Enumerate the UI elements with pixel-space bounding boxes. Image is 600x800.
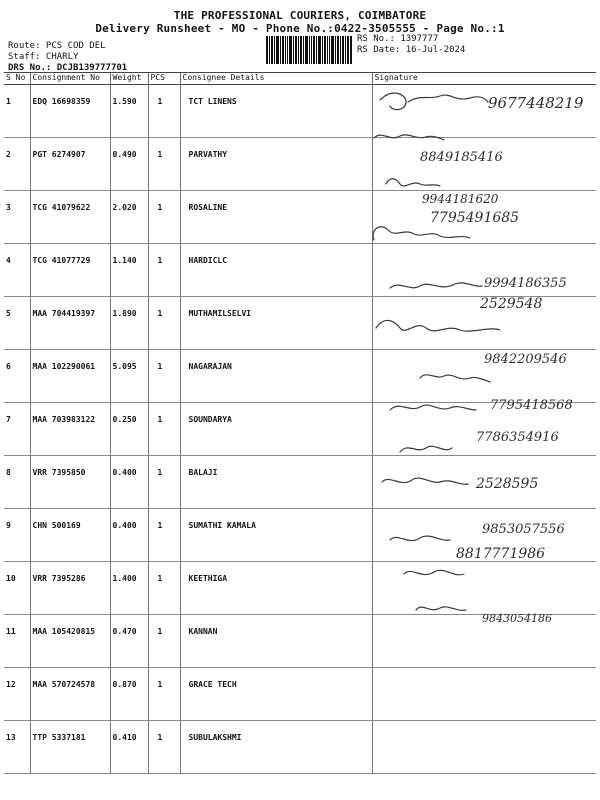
consignment-cell: MAA 105420815: [30, 615, 110, 668]
sno-cell: 13: [4, 721, 30, 774]
pcs-cell: 1: [148, 138, 180, 191]
signature-phone-3: 9944181620: [422, 192, 499, 206]
consignee-cell: ROSALINE: [180, 191, 372, 244]
weight-cell: 0.870: [110, 668, 148, 721]
consignment-cell: VRR 7395286: [30, 562, 110, 615]
consignment-cell: MAA 703983122: [30, 403, 110, 456]
sno-cell: 5: [4, 297, 30, 350]
sno-cell: 10: [4, 562, 30, 615]
weight-cell: 0.400: [110, 456, 148, 509]
weight-cell: 5.095: [110, 350, 148, 403]
signature-phone-1: 9677448219: [488, 94, 584, 112]
col-header-consignee: Consignee Details: [180, 73, 372, 85]
sno-cell: 8: [4, 456, 30, 509]
consignment-cell: PGT 6274907: [30, 138, 110, 191]
staff-label: Staff: CHARLY: [8, 52, 79, 62]
sno-cell: 4: [4, 244, 30, 297]
pcs-cell: 1: [148, 85, 180, 138]
rs-date: RS Date: 16-Jul-2024: [357, 45, 466, 55]
signature-phone-13: 9843054186: [482, 612, 552, 625]
rs-number: RS No.: 1397777: [357, 34, 439, 44]
pcs-cell: 1: [148, 615, 180, 668]
col-header-sno: S No: [4, 73, 30, 85]
consignment-cell: EDQ 16698359: [30, 85, 110, 138]
table-row: [4, 721, 596, 774]
consignee-cell: BALAJI: [180, 456, 372, 509]
table-row: [4, 668, 596, 721]
consignee-cell: TCT LINENS: [180, 85, 372, 138]
weight-cell: 1.890: [110, 297, 148, 350]
weight-cell: 1.400: [110, 562, 148, 615]
pcs-cell: 1: [148, 456, 180, 509]
weight-cell: 0.250: [110, 403, 148, 456]
consignment-cell: TCG 41077729: [30, 244, 110, 297]
signature-phone-4: 7795491685: [430, 210, 520, 226]
signature-phone-9: 7786354916: [476, 430, 559, 445]
consignee-cell: SUBULAKSHMI: [180, 721, 372, 774]
weight-cell: 1.590: [110, 85, 148, 138]
signature-phone-7: 9842209546: [484, 352, 567, 367]
runsheet-subtitle: Delivery Runsheet - MO - Phone No.:0422-3505555 - Page No.:1: [95, 22, 505, 35]
sno-cell: 12: [4, 668, 30, 721]
signature-phone-8: 7795418568: [490, 398, 573, 413]
signature-phone-5: 9994186355: [484, 276, 567, 291]
consignee-cell: PARVATHY: [180, 138, 372, 191]
route-label: Route: PCS COD DEL: [8, 41, 106, 51]
consignment-cell: MAA 102290061: [30, 350, 110, 403]
col-header-pcs: PCS: [148, 73, 180, 85]
runsheet-title: THE PROFESSIONAL COURIERS, COIMBATORE: [173, 9, 427, 22]
signature-phone-11: 9853057556: [482, 522, 565, 537]
pcs-cell: 1: [148, 191, 180, 244]
signature-phone-12: 8817771986: [456, 546, 546, 562]
col-header-weight: Weight: [110, 73, 148, 85]
sno-cell: 1: [4, 85, 30, 138]
consignee-cell: SOUNDARYA: [180, 403, 372, 456]
consignee-cell: MUTHAMILSELVI: [180, 297, 372, 350]
pcs-cell: 1: [148, 244, 180, 297]
consignment-cell: CHN 500169: [30, 509, 110, 562]
pcs-cell: 1: [148, 509, 180, 562]
signature-cell: [372, 668, 596, 721]
pcs-cell: 1: [148, 668, 180, 721]
consignment-cell: VRR 7395850: [30, 456, 110, 509]
barcode-icon: [266, 36, 352, 64]
drs-number: DRS No.: DCJB139777701: [8, 63, 128, 73]
col-header-signature: Signature: [372, 73, 596, 85]
consignment-cell: TTP 5337181: [30, 721, 110, 774]
weight-cell: 0.470: [110, 615, 148, 668]
signature-phone-10: 2528595: [476, 476, 539, 492]
pcs-cell: 1: [148, 403, 180, 456]
col-header-consignment: Consignment No: [30, 73, 110, 85]
consignment-cell: MAA 570724578: [30, 668, 110, 721]
consignment-cell: MAA 704419397: [30, 297, 110, 350]
consignee-cell: KEETHIGA: [180, 562, 372, 615]
weight-cell: 0.400: [110, 509, 148, 562]
consignee-cell: HARDICLC: [180, 244, 372, 297]
pcs-cell: 1: [148, 562, 180, 615]
sno-cell: 7: [4, 403, 30, 456]
weight-cell: 1.140: [110, 244, 148, 297]
sno-cell: 6: [4, 350, 30, 403]
sno-cell: 2: [4, 138, 30, 191]
weight-cell: 0.490: [110, 138, 148, 191]
signature-phone-2: 8849185416: [420, 150, 503, 165]
consignee-cell: GRACE TECH: [180, 668, 372, 721]
weight-cell: 2.020: [110, 191, 148, 244]
weight-cell: 0.410: [110, 721, 148, 774]
signature-cell: [372, 721, 596, 774]
signature-phone-6: 2529548: [480, 296, 543, 312]
pcs-cell: 1: [148, 350, 180, 403]
sno-cell: 11: [4, 615, 30, 668]
sno-cell: 3: [4, 191, 30, 244]
sno-cell: 9: [4, 509, 30, 562]
consignee-cell: KANNAN: [180, 615, 372, 668]
consignee-cell: NAGARAJAN: [180, 350, 372, 403]
pcs-cell: 1: [148, 721, 180, 774]
consignee-cell: SUMATHI KAMALA: [180, 509, 372, 562]
pcs-cell: 1: [148, 297, 180, 350]
consignment-cell: TCG 41079622: [30, 191, 110, 244]
